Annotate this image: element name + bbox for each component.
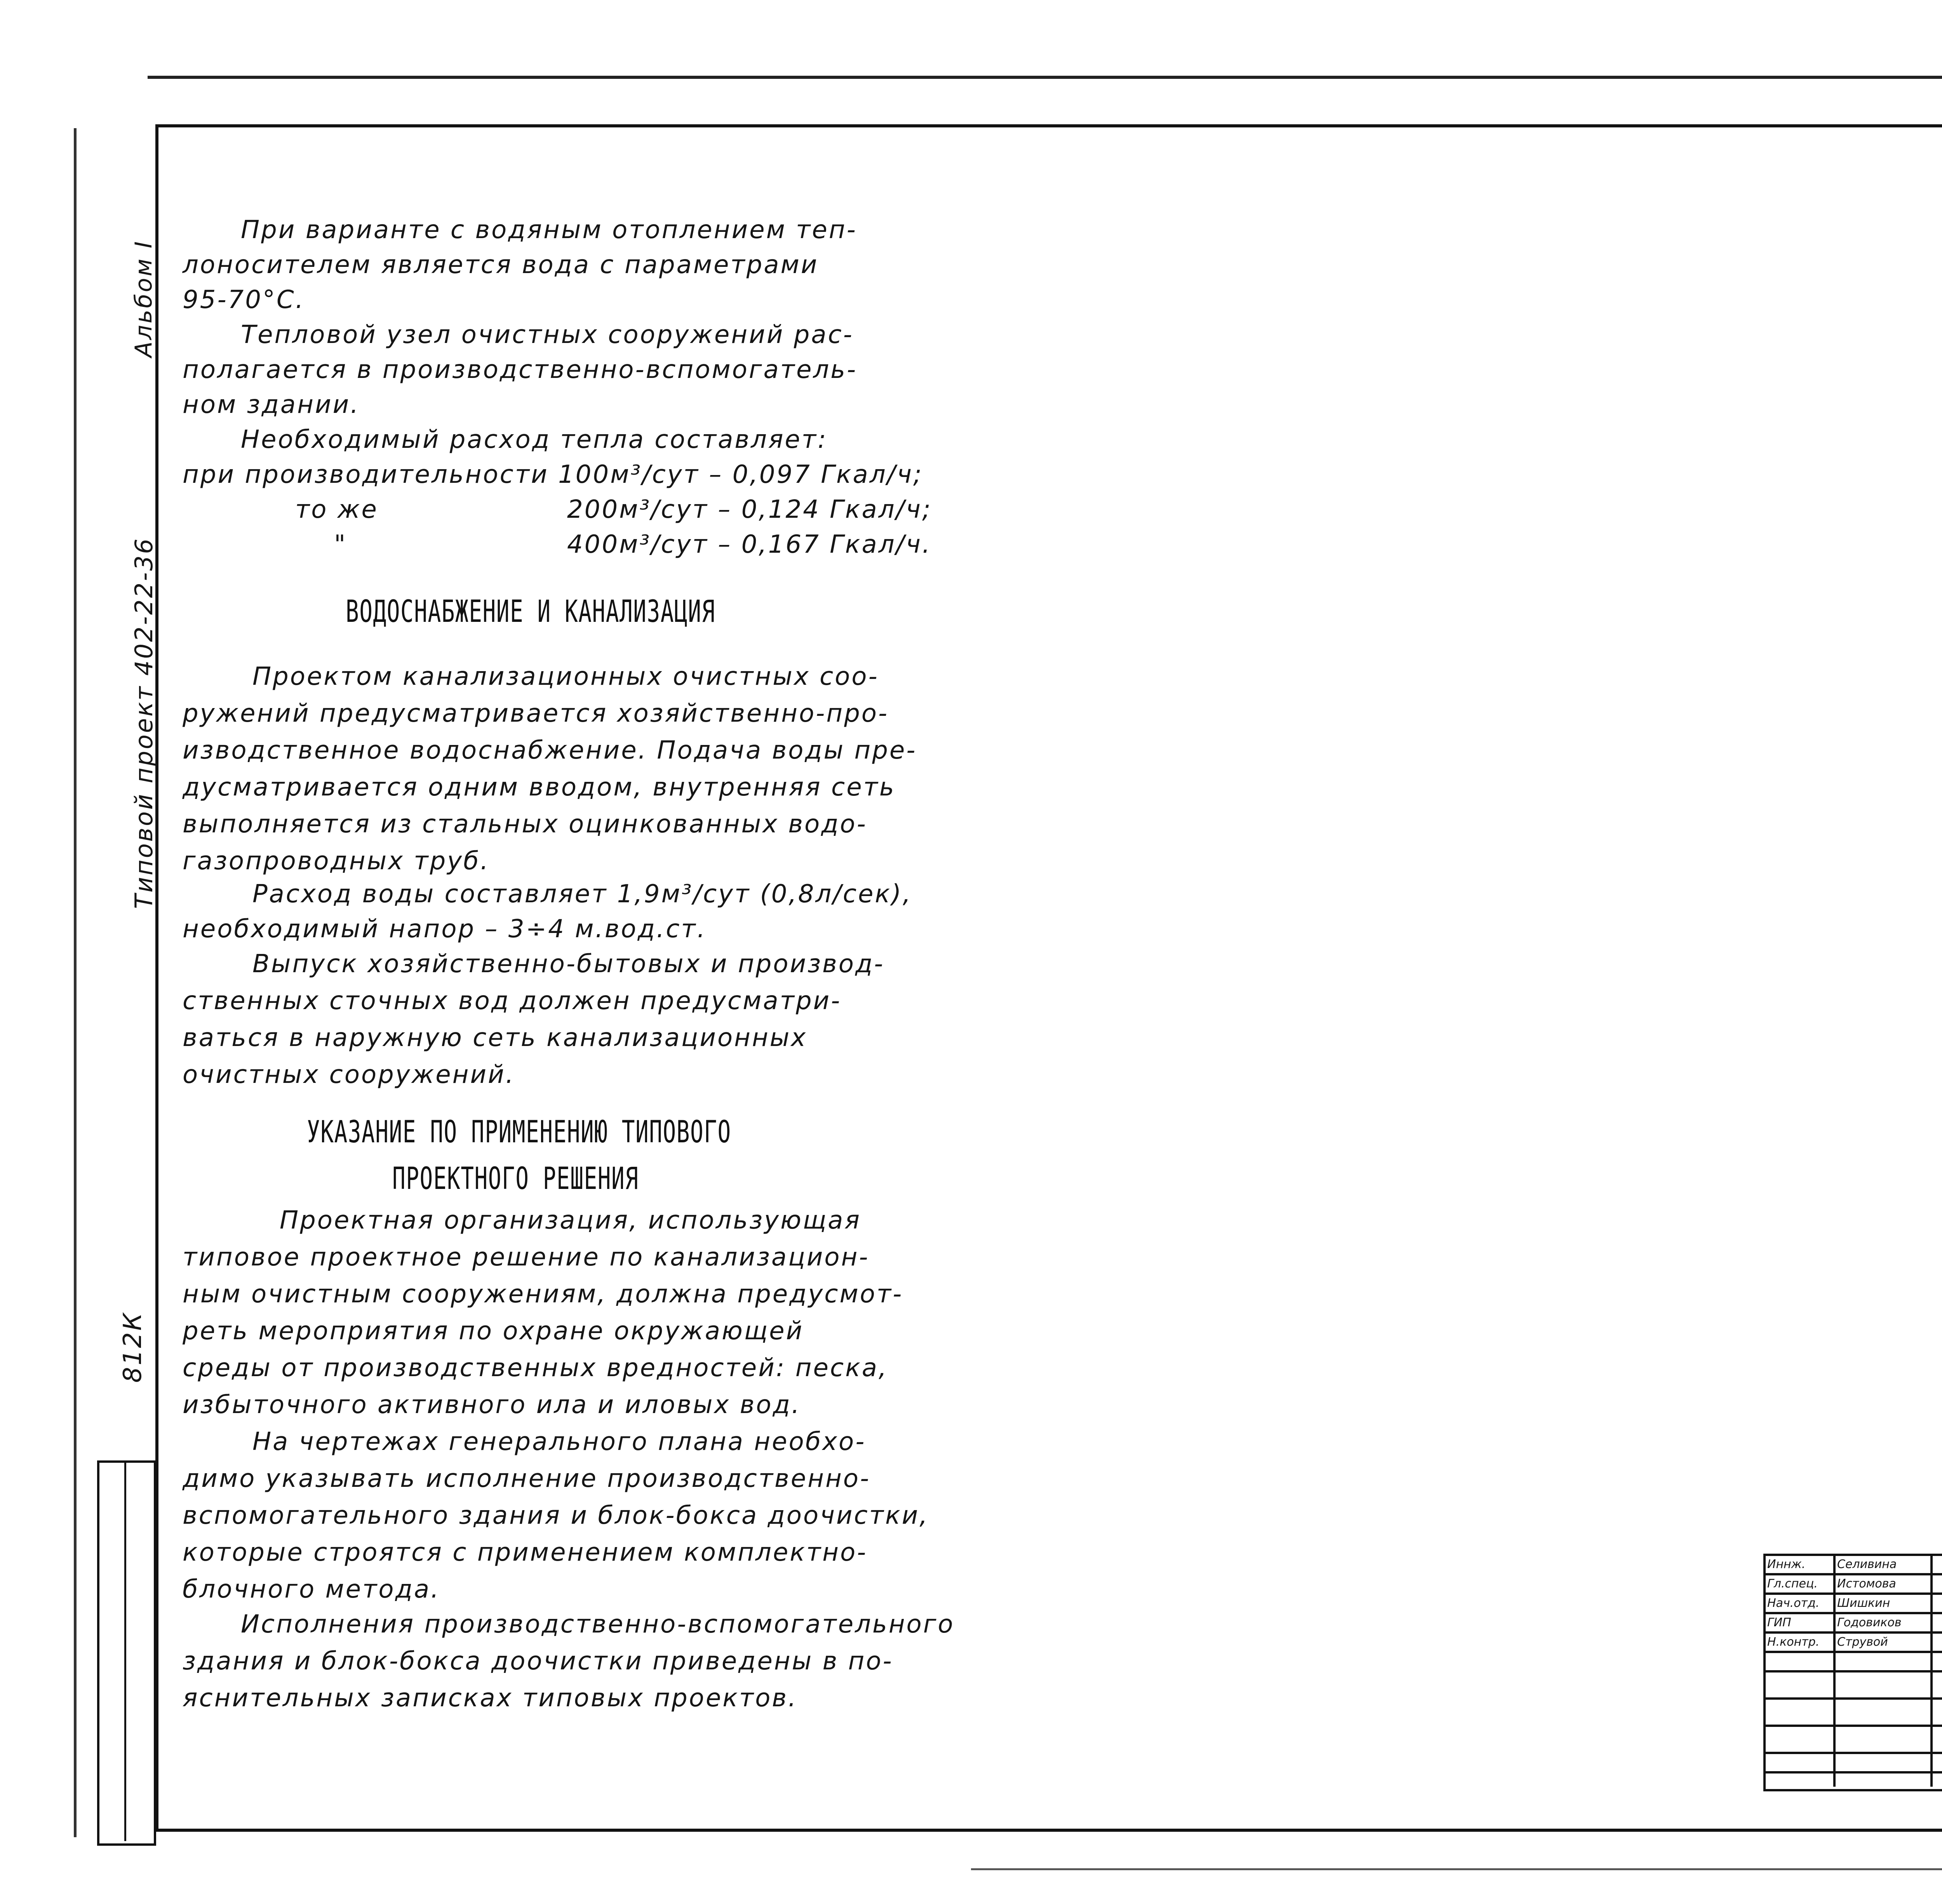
title-row-divider — [1763, 1752, 1942, 1754]
outer-left-line — [74, 128, 77, 1837]
role-label: Гл.спец. — [1767, 1577, 1818, 1591]
para-flow-line-2: необходимый напор – 3÷4 м.вод.ст. — [183, 915, 707, 943]
para-org-line-2: типовое проектное решение по канализацион- — [183, 1243, 870, 1272]
name-label: Годовиков — [1837, 1616, 1902, 1629]
para-org-line-4: реть мероприятия по охране окружающей — [183, 1317, 804, 1345]
title-row-divider — [1763, 1612, 1942, 1614]
para-exec-line-3: яснительных записках типовых проектов. — [183, 1684, 798, 1713]
sheet-archive-number: 812К — [118, 1311, 147, 1383]
para-water-line-2: ружений предусматривается хозяйственно-про- — [183, 699, 889, 728]
heat-row-value: 200м³/сут – 0,124 Гкал/ч; — [567, 495, 932, 524]
name-label: Истомова — [1837, 1577, 1896, 1591]
album-label: Альбом I — [130, 240, 157, 357]
heading-water-supply: ВОДОСНАБЖЕНИЕ И КАНАЛИЗАЦИЯ — [346, 594, 715, 629]
para-heating-line-1: При варианте с водяным отоплением теп- — [241, 216, 857, 244]
para-plan-line-4: которые строятся с применением комплектно- — [183, 1538, 868, 1567]
name-label: Шишкин — [1837, 1596, 1890, 1610]
para-flow-line-1: Расход воды составляет 1,9м³/сут (0,8л/сек), — [252, 880, 912, 908]
title-row-divider — [1763, 1697, 1942, 1700]
para-plan-line-3: вспомогательного здания и блок-бокса доочистки, — [183, 1501, 929, 1530]
title-row-divider — [1763, 1592, 1942, 1595]
role-label: Иннж. — [1767, 1558, 1806, 1571]
para-exec-line-1: Исполнения производственно-вспомогательного — [241, 1610, 955, 1639]
heat-row-label: " — [334, 530, 347, 559]
para-outlet-line-3: ваться в наружную сеть канализационных — [183, 1023, 807, 1052]
role-label: Нач.отд. — [1767, 1596, 1820, 1610]
para-outlet-line-1: Выпуск хозяйственно-бытовых и производ- — [252, 950, 885, 978]
para-org-line-1: Проектная организация, использующая — [280, 1206, 861, 1235]
heading-application-2: ПРОЕКТНОГО РЕШЕНИЯ — [392, 1161, 639, 1196]
para-water-line-4: дусматривается одним вводом, внутренняя сеть — [183, 773, 896, 802]
role-label: ГИП — [1767, 1616, 1791, 1629]
top-border-line — [148, 76, 1942, 79]
project-number-label: Типовой проект 402-22-36 — [130, 537, 158, 909]
title-row-divider — [1763, 1631, 1942, 1634]
para-water-line-3: изводственное водоснабжение. Подача воды пре- — [183, 736, 917, 765]
para-org-line-6: избыточного активного ила и иловых вод. — [183, 1391, 801, 1419]
margin-stamp-divider — [124, 1460, 126, 1841]
para-water-line-1: Проектом канализационных очистных соо- — [252, 662, 879, 691]
para-water-line-6: газопроводных труб. — [183, 847, 490, 875]
para-org-line-3: ным очистным сооружениям, должна предусмот- — [183, 1280, 903, 1309]
margin-stamp-box — [97, 1460, 156, 1846]
title-row-divider — [1763, 1573, 1942, 1575]
para-heat-line-1: Необходимый расход тепла составляет: — [241, 425, 828, 454]
title-row-divider — [1763, 1651, 1942, 1653]
heading-application-1: УКАЗАНИЕ ПО ПРИМЕНЕНИЮ ТИПОВОГО — [307, 1115, 731, 1150]
para-exec-line-2: здания и блок-бокса доочистки приведены в по- — [183, 1647, 893, 1676]
para-outlet-line-4: очистных сооружений. — [183, 1060, 515, 1089]
para-plan-line-1: На чертежах генерального плана необхо- — [252, 1427, 866, 1456]
para-node-line-1: Тепловой узел очистных сооружений рас- — [241, 320, 854, 349]
para-heating-line-2: лоносителем является вода с параметрами — [183, 251, 819, 279]
title-row-divider — [1763, 1725, 1942, 1727]
name-label: Струвой — [1837, 1635, 1888, 1649]
title-row-divider — [1763, 1670, 1942, 1673]
bottom-scan-line — [971, 1868, 1942, 1870]
heat-row-label: то же — [295, 495, 378, 524]
role-label: Н.контр. — [1767, 1635, 1820, 1649]
para-node-line-2: полагается в производственно-вспомогатель- — [183, 355, 858, 384]
para-water-line-5: выполняется из стальных оцинкованных водо- — [183, 810, 867, 839]
para-outlet-line-2: ственных сточных вод должен предусматри- — [183, 987, 842, 1015]
title-row-divider — [1763, 1771, 1942, 1773]
para-heat-line-2: при производительности 100м³/сут – 0,097 Гкал/ч; — [183, 460, 923, 489]
para-plan-line-2: димо указывать исполнение производственно- — [183, 1464, 871, 1493]
name-label: Селивина — [1837, 1558, 1897, 1571]
para-org-line-5: среды от производственных вредностей: песка, — [183, 1354, 888, 1382]
para-plan-line-5: блочного метода. — [183, 1575, 440, 1604]
para-heating-line-3: 95-70°С. — [183, 285, 305, 314]
para-node-line-3: ном здании. — [183, 390, 360, 419]
heat-row-value: 400м³/сут – 0,167 Гкал/ч. — [567, 530, 932, 559]
